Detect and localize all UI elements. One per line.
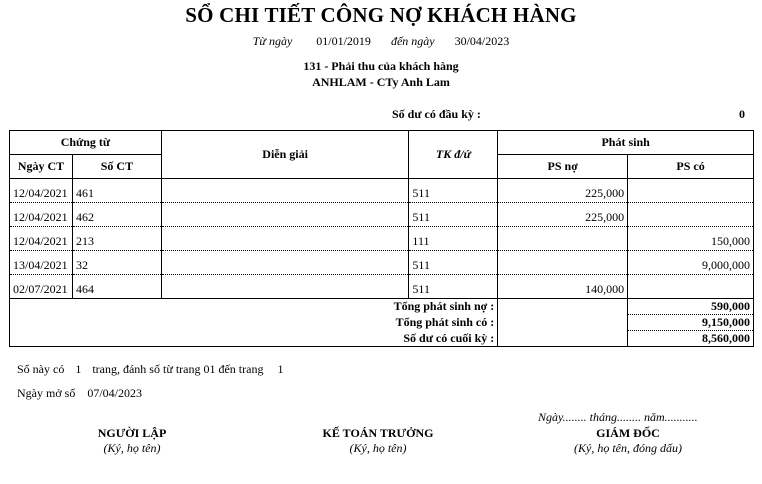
cell-number: 32: [72, 251, 161, 275]
report-title: SỔ CHI TIẾT CÔNG NỢ KHÁCH HÀNG: [185, 3, 577, 27]
signer-director-note: (Ký, họ tên, đóng dấu): [574, 441, 682, 455]
from-label: Từ ngày: [252, 34, 293, 48]
total-debit-value: 590,000: [628, 299, 754, 315]
to-label: đến ngày: [390, 34, 435, 48]
cell-debit: [498, 227, 628, 251]
signature-date-line: Ngày........ tháng........ năm...........: [538, 410, 698, 424]
open-date-value: 07/04/2023: [87, 386, 143, 400]
cell-credit: [628, 275, 754, 299]
cell-debit: 225,000: [498, 203, 628, 227]
cell-description: [161, 227, 409, 251]
date-range: [0, 34, 762, 49]
header-counter-account: TK đ/ứ: [409, 131, 498, 179]
page-count-line: [17, 362, 294, 377]
total-credit-value: 9,150,000: [628, 315, 754, 331]
signer-preparer-title: NGƯỜI LẬP: [97, 426, 167, 440]
cell-date: 12/04/2021: [10, 227, 73, 251]
cell-number: 213: [72, 227, 161, 251]
cell-credit: 150,000: [628, 227, 754, 251]
signer-preparer-note: (Ký, họ tên): [103, 441, 161, 455]
cell-account: 111: [409, 227, 498, 251]
header-description: Diễn giải: [161, 131, 409, 179]
signer-director: [548, 426, 708, 456]
total-credit-label: Tổng phát sinh có :: [10, 315, 498, 331]
closing-balance-spacer: [498, 331, 628, 347]
cell-credit: 9,000,000: [628, 251, 754, 275]
pages-label: Sổ này có: [17, 362, 65, 376]
cell-description: [161, 203, 409, 227]
pages-count: 1: [75, 362, 82, 376]
cell-account: 511: [409, 203, 498, 227]
pages-text: trang, đánh số từ trang 01 đến trang: [92, 362, 264, 376]
account-name: 131 - Phải thu của khách hàng: [303, 59, 459, 73]
closing-balance-label: Số dư có cuối kỳ :: [10, 331, 498, 347]
signer-chief-accountant-note: (Ký, họ tên): [349, 441, 407, 455]
cell-description: [161, 251, 409, 275]
customer-name: ANHLAM - CTy Anh Lam: [312, 75, 450, 89]
total-credit-spacer: [498, 315, 628, 331]
cell-date: 02/07/2021: [10, 275, 73, 299]
open-date-label: Ngày mở sổ: [17, 386, 76, 400]
table-row: [10, 227, 754, 251]
signer-chief-accountant: [298, 426, 458, 456]
total-debit-spacer: [498, 299, 628, 315]
opening-balance-value: 0: [739, 107, 745, 121]
cell-account: 511: [409, 251, 498, 275]
cell-credit: [628, 179, 754, 203]
cell-number: 461: [72, 179, 161, 203]
signer-chief-accountant-title: KẾ TOÁN TRƯỞNG: [322, 426, 434, 440]
cell-account: 511: [409, 179, 498, 203]
header-arising-group: Phát sinh: [498, 131, 754, 155]
table-row: [10, 275, 754, 299]
closing-balance-value: 8,560,000: [628, 331, 754, 347]
to-date: 30/04/2023: [454, 34, 510, 48]
cell-description: [161, 275, 409, 299]
table-row: [10, 179, 754, 203]
signer-director-title: GIÁM ĐỐC: [596, 426, 660, 440]
table-row: [10, 203, 754, 227]
header-number: Số CT: [72, 155, 161, 179]
cell-debit: [498, 251, 628, 275]
cell-account: 511: [409, 275, 498, 299]
cell-number: 462: [72, 203, 161, 227]
pages-last: 1: [277, 362, 284, 376]
opening-balance-label: Số dư có đầu kỳ :: [392, 107, 481, 121]
cell-debit: 140,000: [498, 275, 628, 299]
cell-date: 13/04/2021: [10, 251, 73, 275]
cell-description: [161, 179, 409, 203]
total-debit-label: Tổng phát sinh nợ :: [10, 299, 498, 315]
header-debit: PS nợ: [498, 155, 628, 179]
ledger-table: [9, 130, 754, 347]
from-date: 01/01/2019: [316, 34, 371, 48]
header-date: Ngày CT: [10, 155, 73, 179]
signer-preparer: [52, 426, 212, 456]
header-voucher-group: Chứng từ: [10, 131, 162, 155]
cell-date: 12/04/2021: [10, 203, 73, 227]
header-credit: PS có: [628, 155, 754, 179]
table-row: [10, 251, 754, 275]
cell-debit: 225,000: [498, 179, 628, 203]
cell-date: 12/04/2021: [10, 179, 73, 203]
cell-number: 464: [72, 275, 161, 299]
cell-credit: [628, 203, 754, 227]
open-date-line: [17, 386, 142, 401]
